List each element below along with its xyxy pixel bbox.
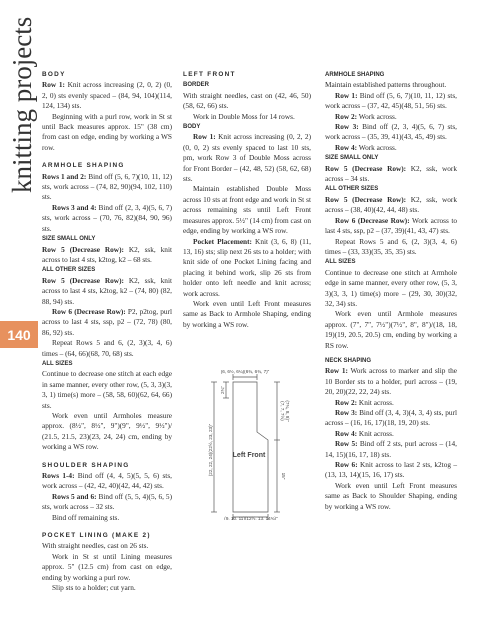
neck-row-3: Row 3: Bind off (3, 4, 3)(4, 3, 4) sts, purl across – (16, 16, 17)(18, 19, 20) sts. xyxy=(325,408,457,428)
pocket-p2: Work in St st until Lining measures approx. 5" (12.5 cm) from cast on edge, ending by working a purl row. xyxy=(42,551,172,582)
body-row-1: Row 1: Knit across increasing (2, 0, 2) (0, 2, 0) sts evenly spaced – (84, 94, 104)(114, 124, 134) sts. xyxy=(42,80,172,111)
dimension-left-top: 2¾" xyxy=(220,385,225,395)
section-title-text: knitting projects xyxy=(7,16,37,193)
front-other-row-6: Row 6 (Decrease Row): Work across to last 4 sts, ssp, p2 – (37, 39)(41, 43, 47) sts. xyxy=(325,215,458,236)
dimension-armhole-2: (7¾, 8, 8)" xyxy=(285,400,290,422)
front-armhole-row-4: Row 4: Work across. xyxy=(335,142,397,152)
dimension-left-length: (22, 22, 24)(22½, 23, 23)" xyxy=(208,423,213,477)
left-front-schematic xyxy=(205,370,317,520)
dimension-top: (6, 6½, 6¼)(6¾, 6¾, 7)" xyxy=(220,370,270,374)
heading-pocket-lining: POCKET LINING (MAKE 2) xyxy=(42,532,151,540)
shoulder-rows-1-4: Rows 1-4: Bind off (4, 4, 5)(5, 5, 6) sts, work across – (42, 42, 40)(42, 44, 42) sts. xyxy=(42,471,172,491)
body-paragraph: Beginning with a purl row, work in St st until Back measures approx. 15" (38 cm) from cast on edge, ending by working a WS row. xyxy=(42,111,172,152)
pocket-placement: Pocket Placement: Knit (3, 6, 8) (11, 13, 16) sts; slip next 26 sts to a holder; with knit side of one Pocket Lining facing and placing it behind work, slip 26 sts from holder onto left needle and knit across; work across. xyxy=(183,236,311,298)
heading-armhole-shaping-front: ARMHOLE SHAPING xyxy=(325,72,385,78)
armhole-rows-1-2: Rows 1 and 2: Bind off (5, 6, 7)(10, 11, 12) sts, work across – (74, 82, 90)(94, 102, 110) sts. xyxy=(42,171,173,202)
subheading-size-small: SIZE SMALL ONLY xyxy=(42,236,96,243)
neck-row-6: Row 6: Knit across to last 2 sts, k2tog – (13, 13, 14)(15, 16, 17) sts. xyxy=(325,460,458,480)
front-armhole-p1: Maintain established patterns throughout. xyxy=(325,80,447,90)
heading-shoulder-shaping: SHOULDER SHAPING xyxy=(42,461,130,469)
front-body-row-1: Row 1: Knit across increasing (0, 2, 2)(0, 0, 2) sts evenly spaced to last 10 sts, pm, work Row 3 of Double Moss across for Front Border – (42, 48, 52) (58, 62, 68) sts. xyxy=(183,132,312,184)
front-other-row-5: Row 5 (Decrease Row): K2, ssk, work across – (38, 40)(42, 44, 48) sts. xyxy=(325,194,457,215)
front-body-p2: Maintain established Double Moss across 10 sts at front edge and work in St st across remaining sts until Left Front measures approx. 5½" (14 cm) from cast on edge, ending by working a WS row. xyxy=(183,184,312,236)
subheading-other-sizes-front: ALL OTHER SIZES xyxy=(325,186,379,193)
dimension-armhole: (7, 7, 7½) xyxy=(280,401,285,421)
page-number-tab xyxy=(0,321,38,348)
page-number: 140 xyxy=(7,326,31,343)
heading-body: BODY xyxy=(42,71,66,78)
pocket-p3: Slip sts to a holder; cut yarn. xyxy=(52,583,136,593)
other-repeat: Repeat Rows 5 and 6, (2, 3)(3, 4, 6) times – (64, 66)(68, 70, 68) sts. xyxy=(42,338,172,358)
schematic-outline xyxy=(233,382,268,512)
front-work-even: Work even until Left Front measures same as Back to Armhole Shaping, ending by working a WS row. xyxy=(183,298,311,329)
neck-row-2: Row 2: Knit across. xyxy=(335,397,394,407)
heading-left-front: LEFT FRONT xyxy=(183,71,236,78)
subheading-all-sizes: ALL SIZES xyxy=(42,360,73,367)
all-sizes-p2: Work even until Armholes measure approx. (8½", 8½", 9")(9", 9½", 9½")/ (21.5, 21.5, 23)(23, 24, 24) cm, ending by working a WS row. xyxy=(42,411,172,452)
neck-row-1: Row 1: Work across to marker and slip the 10 Border sts to a holder, purl across – (19, 20, 20)(22, 22, 24) sts. xyxy=(325,366,458,397)
front-small-row-5: Row 5 (Decrease Row): K2, ssk, work across – 34 sts. xyxy=(325,163,457,184)
subheading-all-sizes-front: ALL SIZES xyxy=(325,259,356,266)
armhole-rows-3-4: Rows 3 and 4: Bind off (2, 3, 4)(5, 6, 7) sts, work across – (70, 76, 82)(84, 90, 96) sts. xyxy=(42,202,173,233)
other-row-6: Row 6 (Decrease Row): P2, p2tog, purl across to last 4 sts, ssp, p2 – (72, 78) (80, 86, 92) sts. xyxy=(42,306,172,337)
subheading-body: BODY xyxy=(183,124,201,131)
front-other-repeat: Repeat Rows 5 and 6, (2, 3)(3, 4, 6) times – (33, 33)(35, 35, 35) sts. xyxy=(325,236,457,256)
subheading-other-sizes: ALL OTHER SIZES xyxy=(42,267,96,274)
column-1 xyxy=(42,70,172,594)
column-2 xyxy=(183,70,311,330)
dimension-body-length: 15" xyxy=(281,472,286,480)
column-3 xyxy=(325,70,457,512)
shoulder-rows-5-6: Rows 5 and 6: Bind off (5, 5, 4)(5, 6, 5) sts, work across – 32 sts. xyxy=(42,491,173,512)
front-armhole-row-2: Row 2: Work across. xyxy=(335,111,397,121)
other-row-5: Row 5 (Decrease Row): K2, ssk, knit across to last 4 sts, k2tog, k2 – (74, 80) (82, 88, 94) sts. xyxy=(42,275,173,306)
pocket-p1: With straight needles, cast on 26 sts. xyxy=(42,541,149,551)
front-armhole-row-1: Row 1: Bind off (5, 6, 7)(10, 11, 12) sts, work across – (37, 42, 45)(48, 51, 56) sts. xyxy=(325,90,457,111)
dimension-bottom: (9, 10, 11)(12½, 13, 14¾)" xyxy=(224,516,278,520)
border-p2: Work in Double Moss for 14 rows. xyxy=(193,111,295,121)
neck-row-4: Row 4: Knit across. xyxy=(335,428,394,438)
border-p1: With straight needles, cast on (42, 46, 50)(58, 62, 66) sts. xyxy=(183,90,311,111)
section-title-vertical xyxy=(4,16,38,193)
all-sizes-p1: Continue to decrease one stitch at each edge in same manner, every other row, (5, 3, 3)(3, 3, 1) time(s) more – (58, 58, 60)(62, 64, 66) sts. xyxy=(42,369,172,410)
front-armhole-row-3: Row 3: Bind off (2, 3, 4)(5, 6, 7) sts, work across – (35, 39, 41)(43, 45, 49) sts. xyxy=(325,122,457,142)
subheading-size-small-front: SIZE SMALL ONLY xyxy=(325,155,379,162)
front-all-sizes-p1: Continue to decrease one stitch at Armhole edge in same manner, every other row, (5, 3, 3)(3, 3, 1) time(s) more – (29, 30, 30)(32, 32, 34) sts. xyxy=(325,267,457,308)
subheading-border: BORDER xyxy=(183,82,210,89)
small-row-5: Row 5 (Decrease Row): K2, ssk, knit across to last 4 sts, k2tog, k2 – 68 sts. xyxy=(42,244,173,264)
piece-label: Left Front xyxy=(232,452,266,459)
front-all-sizes-p2: Work even until Armhole measures approx. (7", 7", 7½")(7½", 8", 8")/(18, 18, 19)(19, 20.5, 20.5) cm, ending by working a RS row. xyxy=(325,309,457,350)
neck-row-5: Row 5: Bind off 2 sts, purl across – (14, 14, 15)(16, 17, 18) sts. xyxy=(325,439,457,459)
heading-neck-shaping: NECK SHAPING xyxy=(325,357,372,364)
shoulder-bind-off: Bind off remaining sts. xyxy=(52,512,120,522)
heading-armhole-shaping: ARMHOLE SHAPING xyxy=(42,162,125,170)
neck-work-even: Work even until Left Front measures same as Back to Shoulder Shaping, ending by working a WS row. xyxy=(325,480,457,511)
